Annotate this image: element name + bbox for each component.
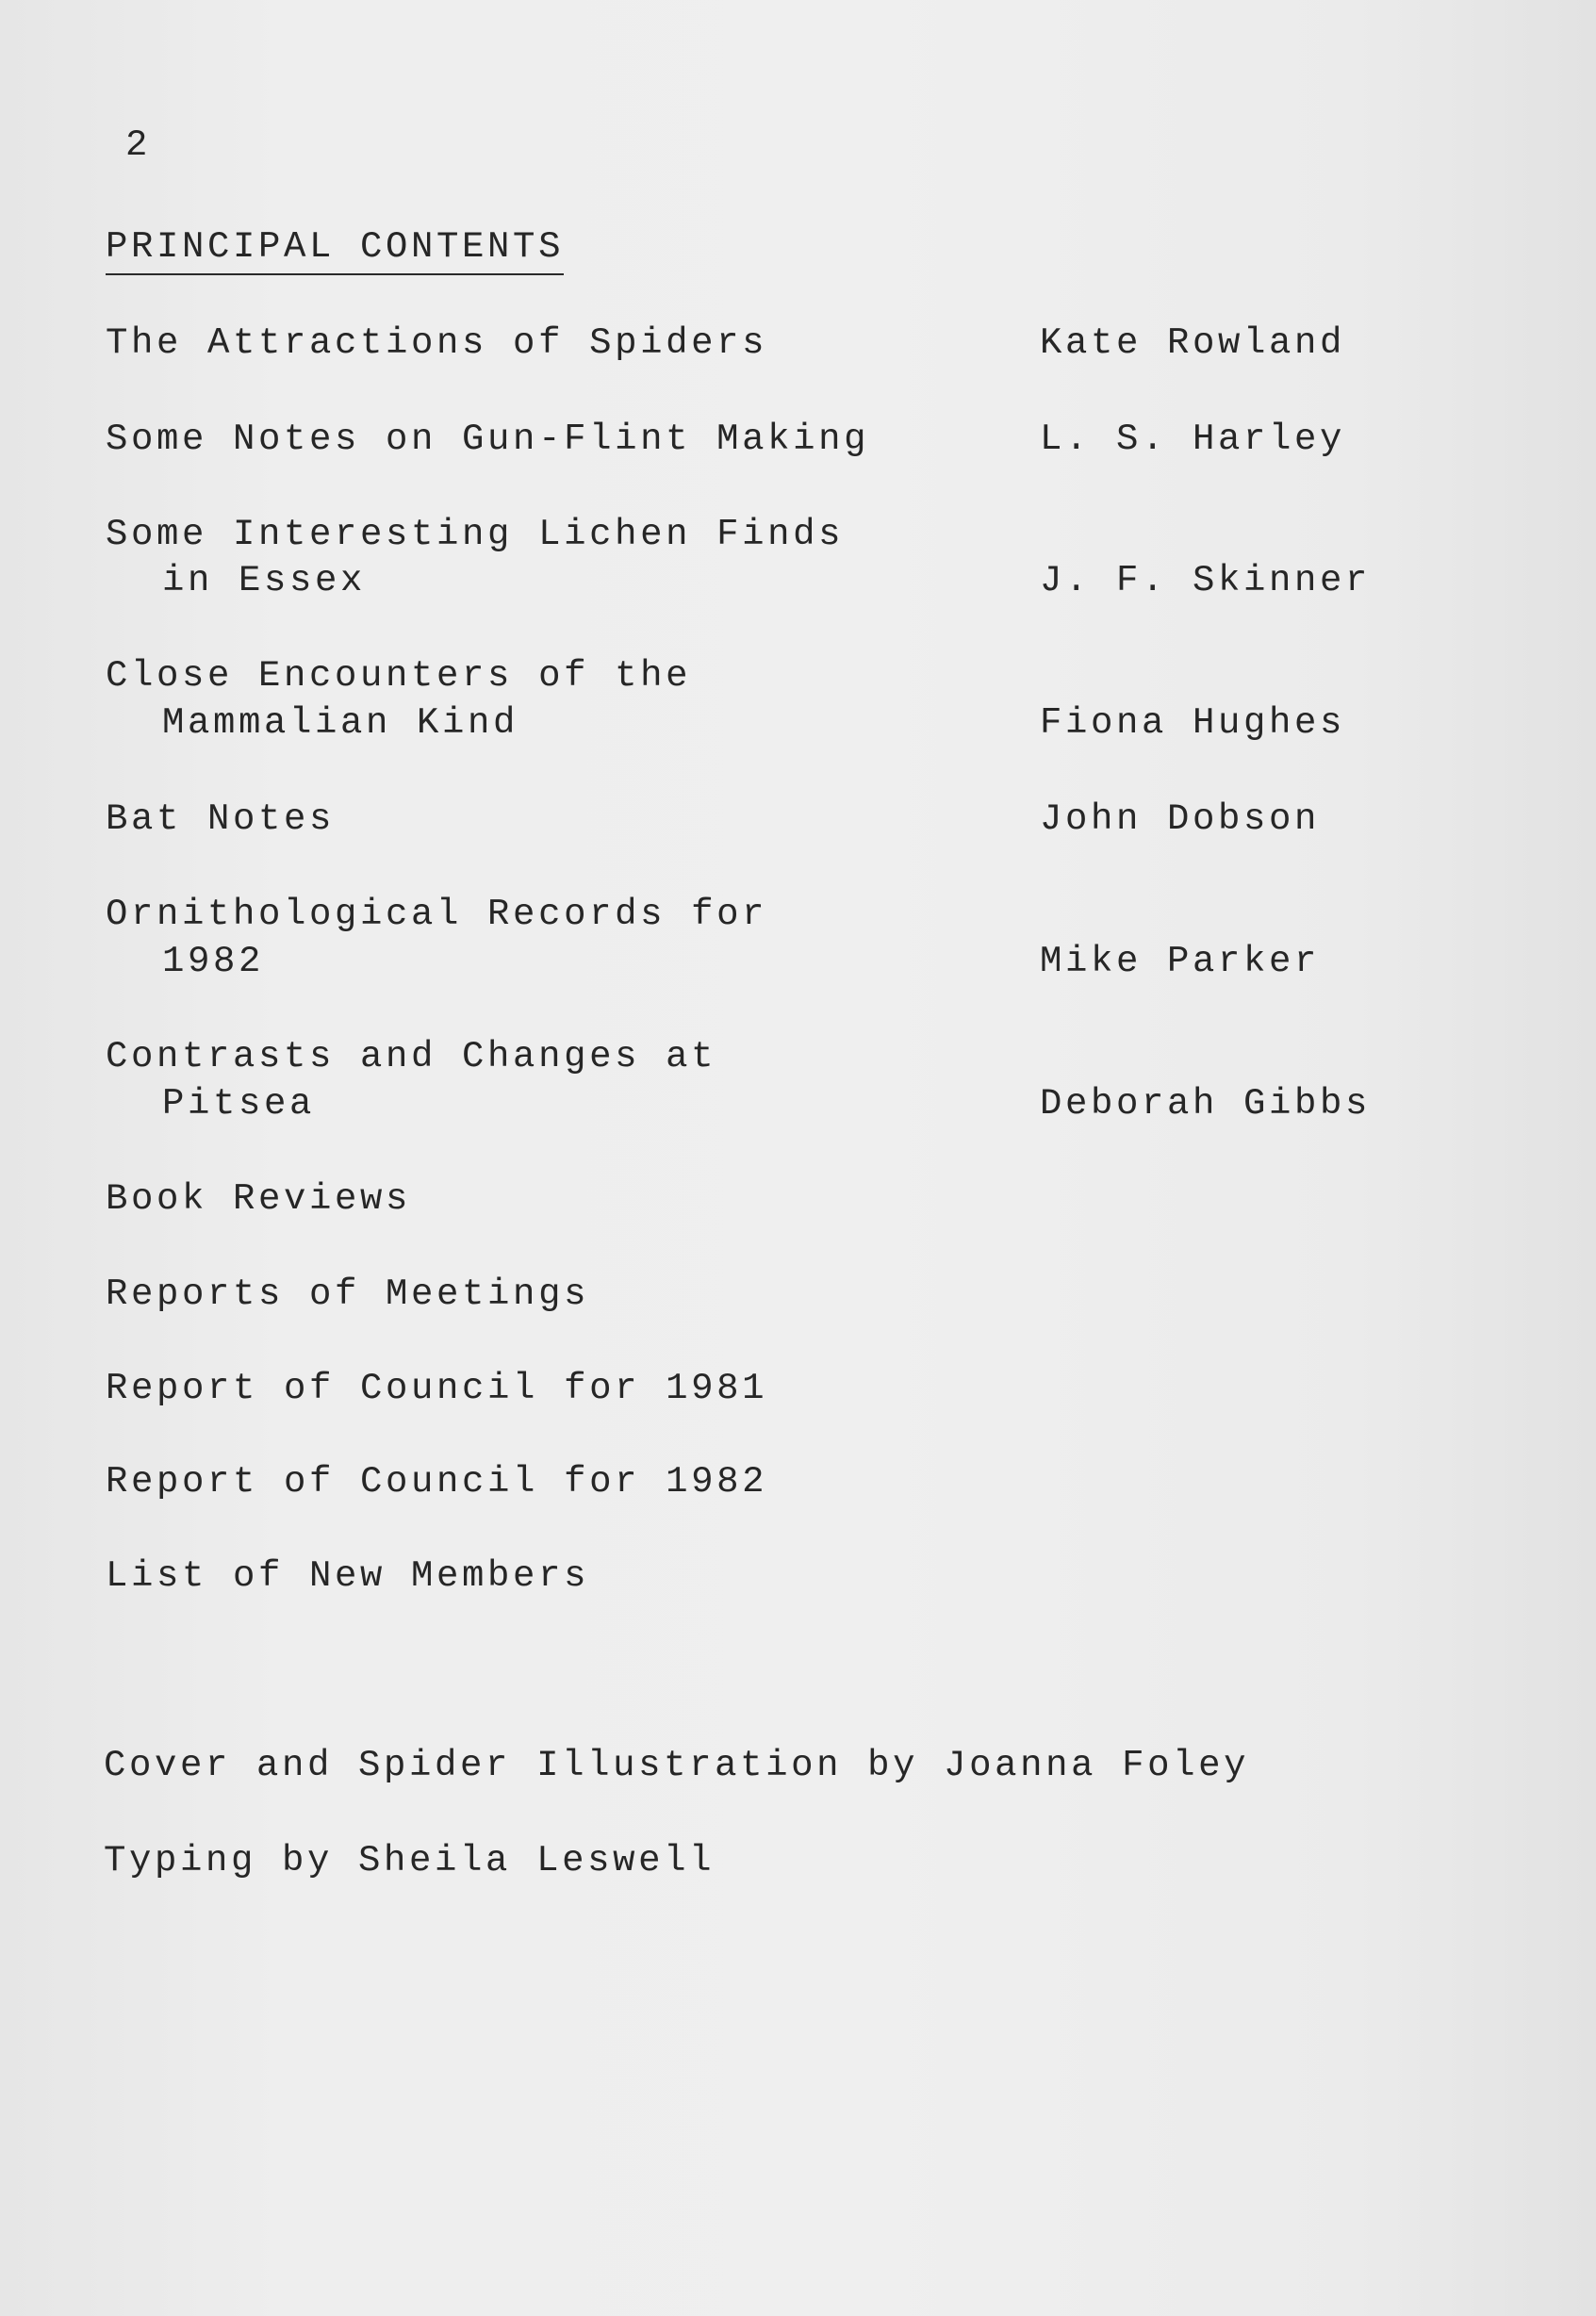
contents-entry-title: List of New Members: [106, 1555, 590, 1597]
contents-entry-title: Bat Notes: [106, 798, 336, 840]
contents-entry-author: L. S. Harley: [1040, 419, 1346, 460]
contents-entry-title: Reports of Meetings: [106, 1273, 590, 1315]
contents-entry-author: Fiona Hughes: [1040, 702, 1346, 744]
contents-entry-author: John Dobson: [1040, 798, 1321, 840]
contents-entry-author: Mike Parker: [1040, 941, 1321, 982]
contents-entry-title: Some Notes on Gun-Flint Making: [106, 419, 870, 460]
contents-entry-author: J. F. Skinner: [1040, 560, 1372, 601]
contents-entry-title-continued: Pitsea: [162, 1083, 316, 1125]
contents-entry-title: Ornithological Records for: [106, 894, 768, 935]
contents-entry-title: The Attractions of Spiders: [106, 322, 768, 364]
cover-credit: Cover and Spider Illustration by Joanna Foley: [104, 1745, 1250, 1786]
contents-entry-title-continued: in Essex: [162, 560, 367, 601]
contents-heading: PRINCIPAL CONTENTS: [106, 224, 564, 275]
contents-entry-title-continued: Mammalian Kind: [162, 702, 519, 744]
contents-entry-title: Report of Council for 1981: [106, 1368, 768, 1409]
contents-entry-title: Report of Council for 1982: [106, 1461, 768, 1503]
page-number: 2: [125, 124, 152, 166]
contents-entry-author: Kate Rowland: [1040, 322, 1346, 364]
contents-entry-title: Some Interesting Lichen Finds: [106, 514, 845, 555]
contents-entry-title: Book Reviews: [106, 1178, 412, 1220]
contents-entry-title: Close Encounters of the: [106, 655, 692, 697]
typing-credit: Typing by Sheila Leswell: [104, 1840, 716, 1881]
contents-entry-title-continued: 1982: [162, 941, 265, 982]
contents-entry-author: Deborah Gibbs: [1040, 1083, 1372, 1125]
contents-entry-title: Contrasts and Changes at: [106, 1036, 717, 1077]
